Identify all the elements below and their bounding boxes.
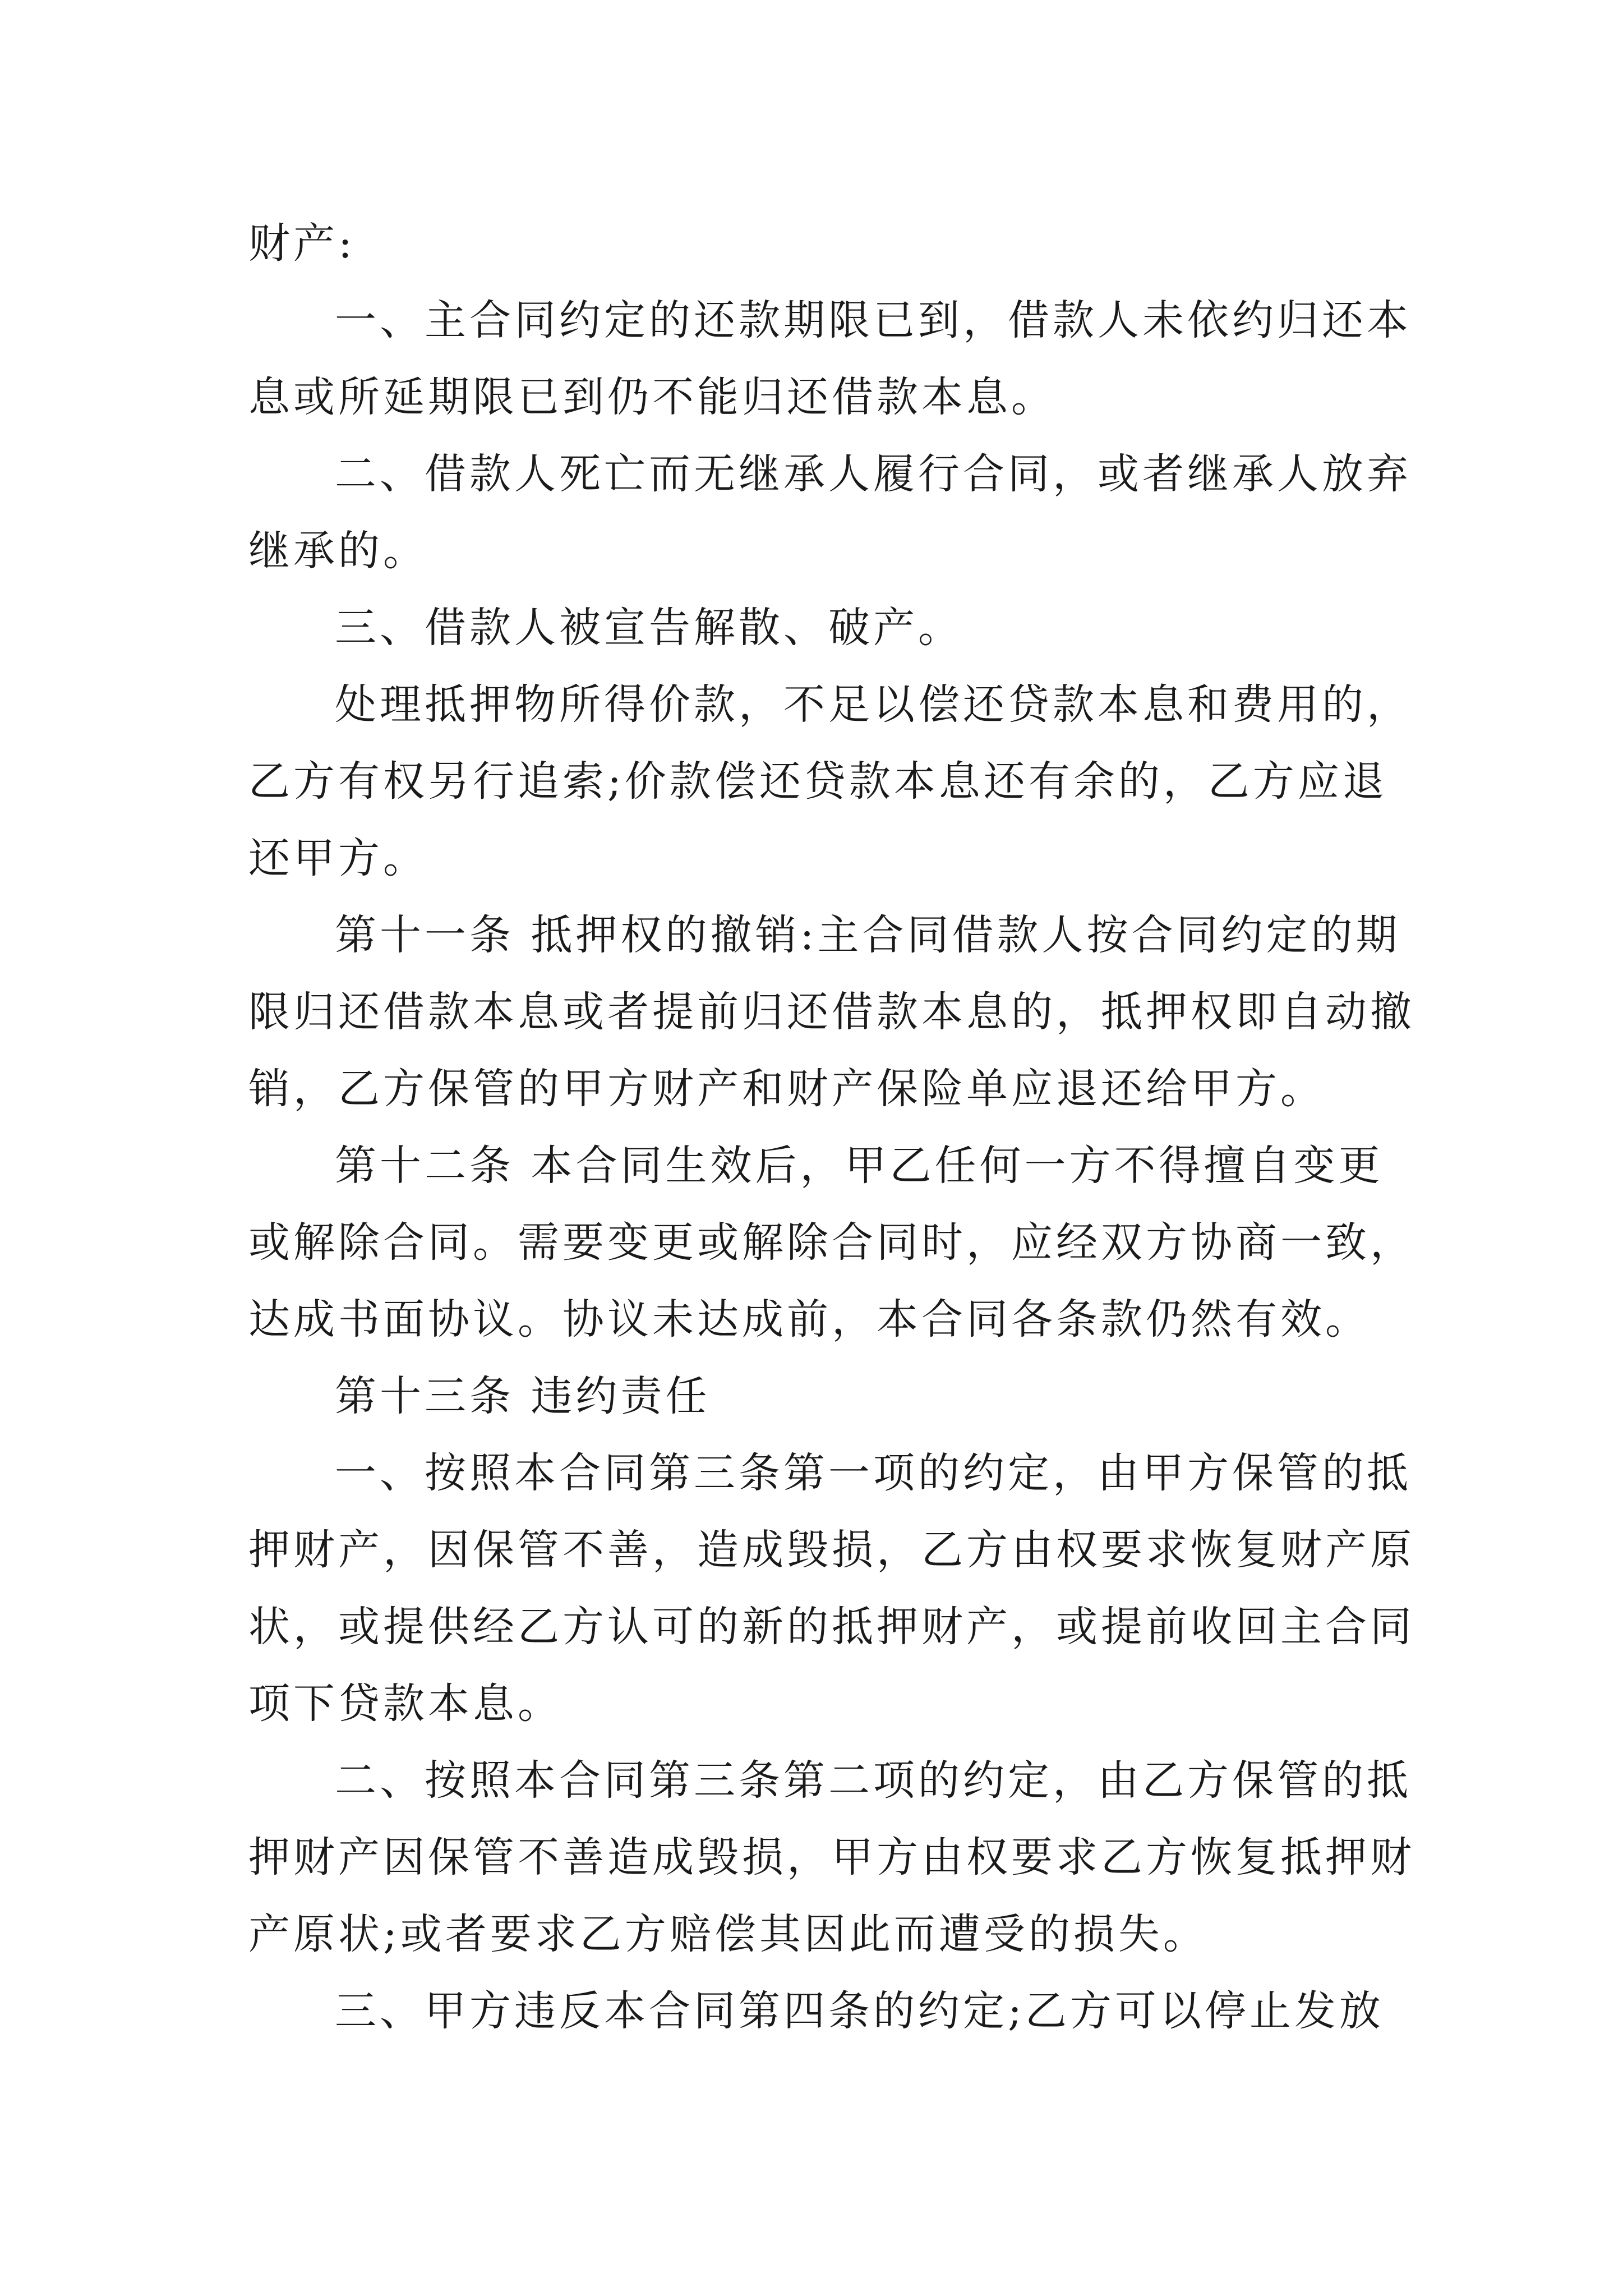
text-line: 继承的。 xyxy=(248,527,428,575)
text-line: 二、借款人死亡而无继承人履行合同，或者继承人放弃 xyxy=(335,450,1412,498)
text-line: 达成书面协议。协议未达成前，本合同各条款仍然有效。 xyxy=(248,1295,1370,1343)
text-line: 限归还借款本息或者提前归还借款本息的，抵押权即自动撤 xyxy=(248,988,1415,1036)
text-line: 处理抵押物所得价款，不足以偿还贷款本息和费用的， xyxy=(335,680,1412,729)
text-line: 产原状;或者要求乙方赔偿其因此而遭受的损失。 xyxy=(248,1910,1208,1958)
text-line: 财产: xyxy=(248,219,356,268)
text-line: 状，或提供经乙方认可的新的抵押财产，或提前收回主合同 xyxy=(248,1603,1415,1651)
text-line: 押财产因保管不善造成毁损，甲方由权要求乙方恢复抵押财 xyxy=(248,1833,1415,1881)
text-line: 项下贷款本息。 xyxy=(248,1680,562,1728)
text-line: 还甲方。 xyxy=(248,834,428,882)
article-13-heading-line: 第十三条 违约责任 xyxy=(335,1372,711,1420)
contract-text-body xyxy=(248,205,1415,2050)
text-line: 或解除合同。需要变更或解除合同时，应经双方协商一致， xyxy=(248,1218,1415,1267)
text-line: 三、甲方违反本合同第四条的约定;乙方可以停止发放 xyxy=(335,1987,1384,2035)
text-line: 押财产，因保管不善，造成毁损，乙方由权要求恢复财产原 xyxy=(248,1526,1415,1574)
text-line: 二、按照本合同第三条第二项的约定，由乙方保管的抵 xyxy=(335,1756,1412,1805)
text-line: 一、主合同约定的还款期限已到，借款人未依约归还本 xyxy=(335,296,1412,344)
text-line: 三、借款人被宣告解散、破产。 xyxy=(335,604,963,652)
text-line: 息或所延期限已到仍不能归还借款本息。 xyxy=(248,373,1056,421)
text-line: 销，乙方保管的甲方财产和财产保险单应退还给甲方。 xyxy=(248,1065,1325,1113)
article-11-heading-line: 第十一条 抵押权的撤销:主合同借款人按合同约定的期 xyxy=(335,911,1401,959)
article-12-heading-line: 第十二条 本合同生效后，甲乙任何一方不得擅自变更 xyxy=(335,1142,1384,1190)
text-line: 一、按照本合同第三条第一项的约定，由甲方保管的抵 xyxy=(335,1449,1412,1497)
text-line: 乙方有权另行追索;价款偿还贷款本息还有余的，乙方应退 xyxy=(248,757,1387,806)
